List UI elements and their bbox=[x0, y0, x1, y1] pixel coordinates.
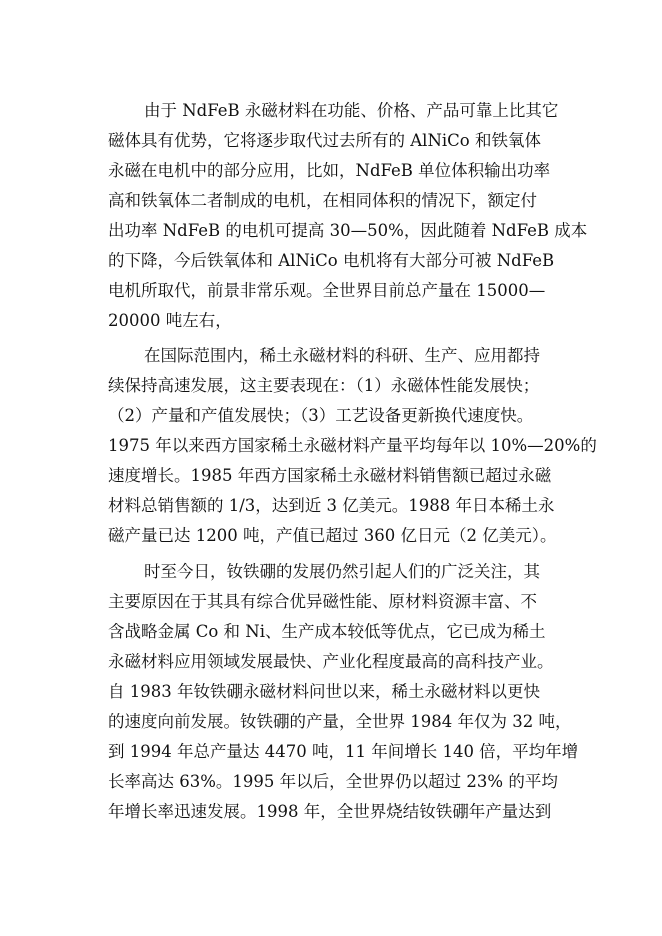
paragraph-2-line-7: 磁产量已达 1200 吨，产值已超过 360 亿日元（2 亿美元）。 bbox=[108, 526, 557, 545]
paragraph-2-line-2: 续保持高速发展，这主要表现在：（1）永磁体性能发展快； bbox=[108, 376, 540, 395]
paragraph-1-line-3: 永磁在电机中的部分应用，比如，NdFeB 单位体积输出功率 bbox=[108, 161, 551, 180]
paragraph-1-line-7: 电机所取代，前景非常乐观。全世界目前总产量在 15000— bbox=[108, 281, 546, 300]
paragraph-3-line-1: 时至今日，钕铁硼的发展仍然引起人们的广泛关注，其 bbox=[144, 562, 540, 581]
paragraph-3-line-9: 年增长率迅速发展。1998 年，全世界烧结钕铁硼年产量达到 bbox=[108, 802, 552, 821]
paragraph-3-line-4: 永磁材料应用领域发展最快、产业化程度最高的高科技产业。 bbox=[108, 652, 554, 671]
paragraph-1-line-8: 20000 吨左右， bbox=[108, 311, 232, 330]
paragraph-1-line-1: 由于 NdFeB 永磁材料在功能、价格、产品可靠上比其它 bbox=[144, 101, 559, 120]
paragraph-3-line-2: 主要原因在于其具有综合优异磁性能、原材料资源丰富、不 bbox=[108, 592, 537, 611]
paragraph-1-line-5: 出功率 NdFeB 的电机可提高 30—50%，因此随着 NdFeB 成本 bbox=[108, 221, 588, 240]
paragraph-3-line-7: 到 1994 年总产量达 4470 吨，11 年间增长 140 倍，平均年增 bbox=[108, 742, 579, 761]
paragraph-3-line-8: 长率高达 63%。1995 年以后，全世界仍以超过 23% 的平均 bbox=[108, 772, 558, 791]
paragraph-3-line-6: 的速度向前发展。钕铁硼的产量，全世界 1984 年仅为 32 吨， bbox=[108, 712, 572, 731]
paragraph-3-line-5: 自 1983 年钕铁硼永磁材料问世以来，稀土永磁材料以更快 bbox=[108, 682, 540, 701]
paragraph-2-line-5: 速度增长。1985 年西方国家稀土永磁材料销售额已超过永磁 bbox=[108, 466, 552, 485]
paragraph-2-line-4: 1975 年以来西方国家稀土永磁材料产量平均每年以 10%—20%的 bbox=[108, 436, 597, 455]
paragraph-1-line-6: 的下降，今后铁氧体和 AlNiCo 电机将有大部分可被 NdFeB bbox=[108, 251, 555, 270]
paragraph-2-line-6: 材料总销售额的 1/3，达到近 3 亿美元。1988 年日本稀土永 bbox=[108, 496, 555, 515]
paragraph-2-line-1: 在国际范围内，稀土永磁材料的科研、生产、应用都持 bbox=[144, 346, 540, 365]
paragraph-2-line-3: （2）产量和产值发展快；（3）工艺设备更新换代速度快。 bbox=[108, 406, 534, 425]
paragraph-1-line-2: 磁体具有优势，它将逐步取代过去所有的 AlNiCo 和铁氧体 bbox=[108, 131, 541, 150]
paragraph-3-line-3: 含战略金属 Co 和 Ni、生产成本较低等优点，它已成为稀土 bbox=[108, 622, 546, 641]
paragraph-1-line-4: 高和铁氧体二者制成的电机，在相同体积的情况下，额定付 bbox=[108, 191, 537, 210]
